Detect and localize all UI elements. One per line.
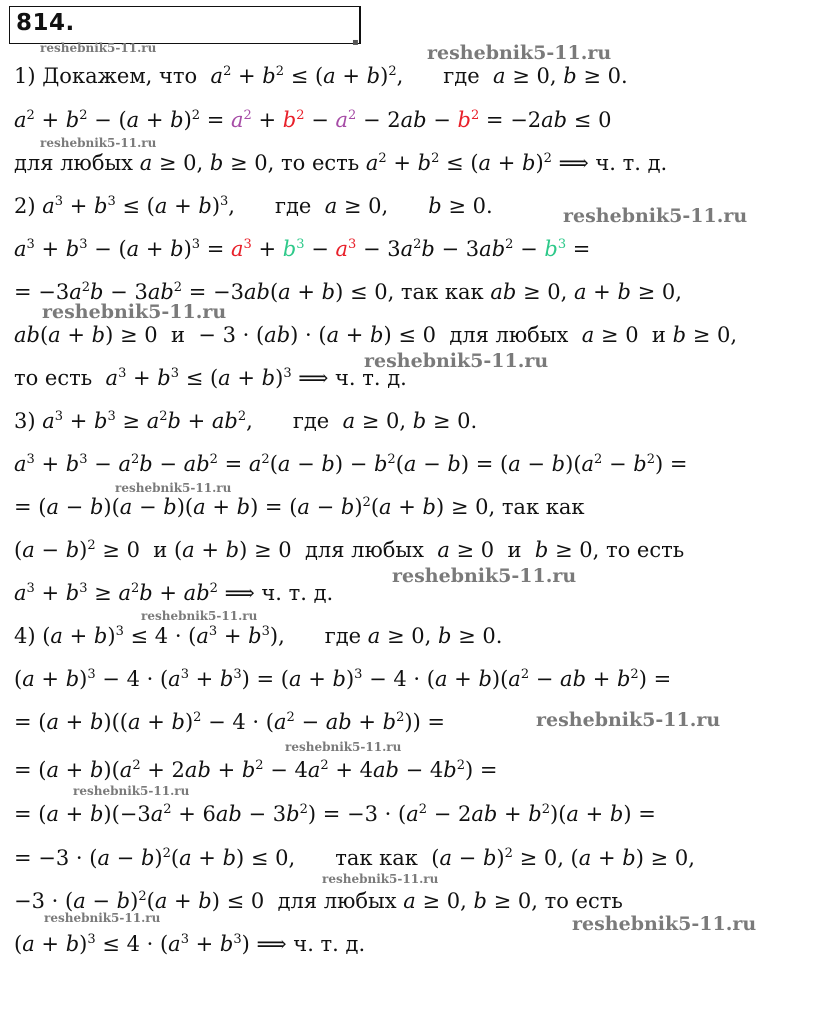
line-11: = $(a - b)(a - b)(a + b) = (a - b)^2(a + b) \ge 0$, так как [14, 494, 585, 519]
watermark: reshebnik5-11.ru [40, 41, 157, 55]
watermark: reshebnik5-11.ru [536, 709, 721, 731]
line-3: для любых a ≥ 0, b ≥ 0, то есть $a^2 + b^2 \le (a + b)^2$ ⟹ ч. т. д. [14, 150, 668, 175]
watermark: reshebnik5-11.ru [40, 136, 157, 150]
watermark: reshebnik5-11.ru [563, 205, 748, 227]
line-15: $(a + b)^3 - 4 \cdot (a^3 + b^3) = (a + b)^3 - 4 \cdot (a + b)(a^2$ − ab + $b^2$) = [14, 666, 672, 691]
box-mark: ▪ [352, 37, 359, 48]
watermark: reshebnik5-11.ru [572, 913, 757, 935]
line-14: 4) $(a + b)^3 \le 4 \cdot (a^3 + b^3)$, где a ≥ 0, b ≥ 0. [14, 623, 503, 648]
watermark: reshebnik5-11.ru [427, 42, 612, 64]
line-17: = $(a + b)(a^2 + 2ab + b^2 - 4a^2 + 4ab - 4b^2)$ = [14, 757, 498, 782]
watermark: reshebnik5-11.ru [44, 911, 161, 925]
watermark: reshebnik5-11.ru [285, 740, 402, 754]
line-8: то есть $a^3 + b^3 \le (a + b)^3$ ⟹ ч. т. д. [14, 365, 407, 390]
line-10: $a^3 + b^3 - a^2b - ab^2 = a^2(a - b) - b^2(a - b) = (a - b)(a^2 - b^2)$ = [14, 451, 688, 476]
line-4: 2) $a^3 + b^3 \le (a + b)^3$, где a ≥ 0, b ≥ 0. [14, 193, 493, 218]
watermark: reshebnik5-11.ru [115, 481, 232, 495]
line-18: = $(a + b)(-3a^2 + 6ab - 3b^2) = -3 \cdot (a^2 - 2ab + b^2)(a + b)$ = [14, 801, 656, 826]
watermark: reshebnik5-11.ru [141, 609, 258, 623]
line-13: $a^3 + b^3 \ge a^2b + ab^2$ ⟹ ч. т. д. [14, 580, 334, 605]
line-16: = $(a + b)((a + b)^2 - 4 \cdot (a^2$ − ab + $b^2$)) = [14, 709, 446, 734]
problem-number: 814. [16, 10, 75, 36]
line-7: ab(a + b) ≥ 0 и − 3 · (ab) · (a + b) ≤ 0 для любых a ≥ 0 и b ≥ 0, [14, 323, 738, 347]
watermark: reshebnik5-11.ru [73, 784, 190, 798]
line-9: 3) $a^3 + b^3 \ge a^2b + ab^2$, где a ≥ 0, b ≥ 0. [14, 408, 478, 433]
line-20: $-3 \cdot (a - b)^2(a + b) \le 0$ для любых a ≥ 0, b ≥ 0, то есть [14, 888, 623, 913]
line-5: $a^3 + b^3 - (a + b)^3 = a^3 + b^3 - a^3 - 3a^2b - 3ab^2 - b^3$ = [14, 236, 591, 261]
watermark: reshebnik5-11.ru [364, 350, 549, 372]
line-12: $(a - b)^2 \ge 0$ и (a + b) ≥ 0 для любых a ≥ 0 и b ≥ 0, то есть [14, 537, 685, 562]
line-2: $a^2 + b^2 - (a + b)^2 = a^2 + b^2 - a^2 - 2ab - b^2 = -2ab \le 0$ [14, 107, 612, 132]
line-21: $(a + b)^3 \le 4 \cdot (a^3 + b^3)$ ⟹ ч. т. д. [14, 931, 366, 956]
watermark: reshebnik5-11.ru [322, 872, 439, 886]
line-1: 1) Докажем, что $a^2 + b^2 \le (a + b)^2$, где a ≥ 0, b ≥ 0. [14, 63, 628, 88]
watermark: reshebnik5-11.ru [42, 301, 227, 323]
line-19: = $-3 \cdot (a - b)^2(a + b) \le 0$, так как $(a - b)^2 \ge 0$, (a + b) ≥ 0, [14, 845, 695, 870]
line-6: = $-3a^2b - 3ab^2 = -3ab(a + b) \le 0$, так как ab ≥ 0, a + b ≥ 0, [14, 279, 682, 304]
watermark: reshebnik5-11.ru [392, 565, 577, 587]
